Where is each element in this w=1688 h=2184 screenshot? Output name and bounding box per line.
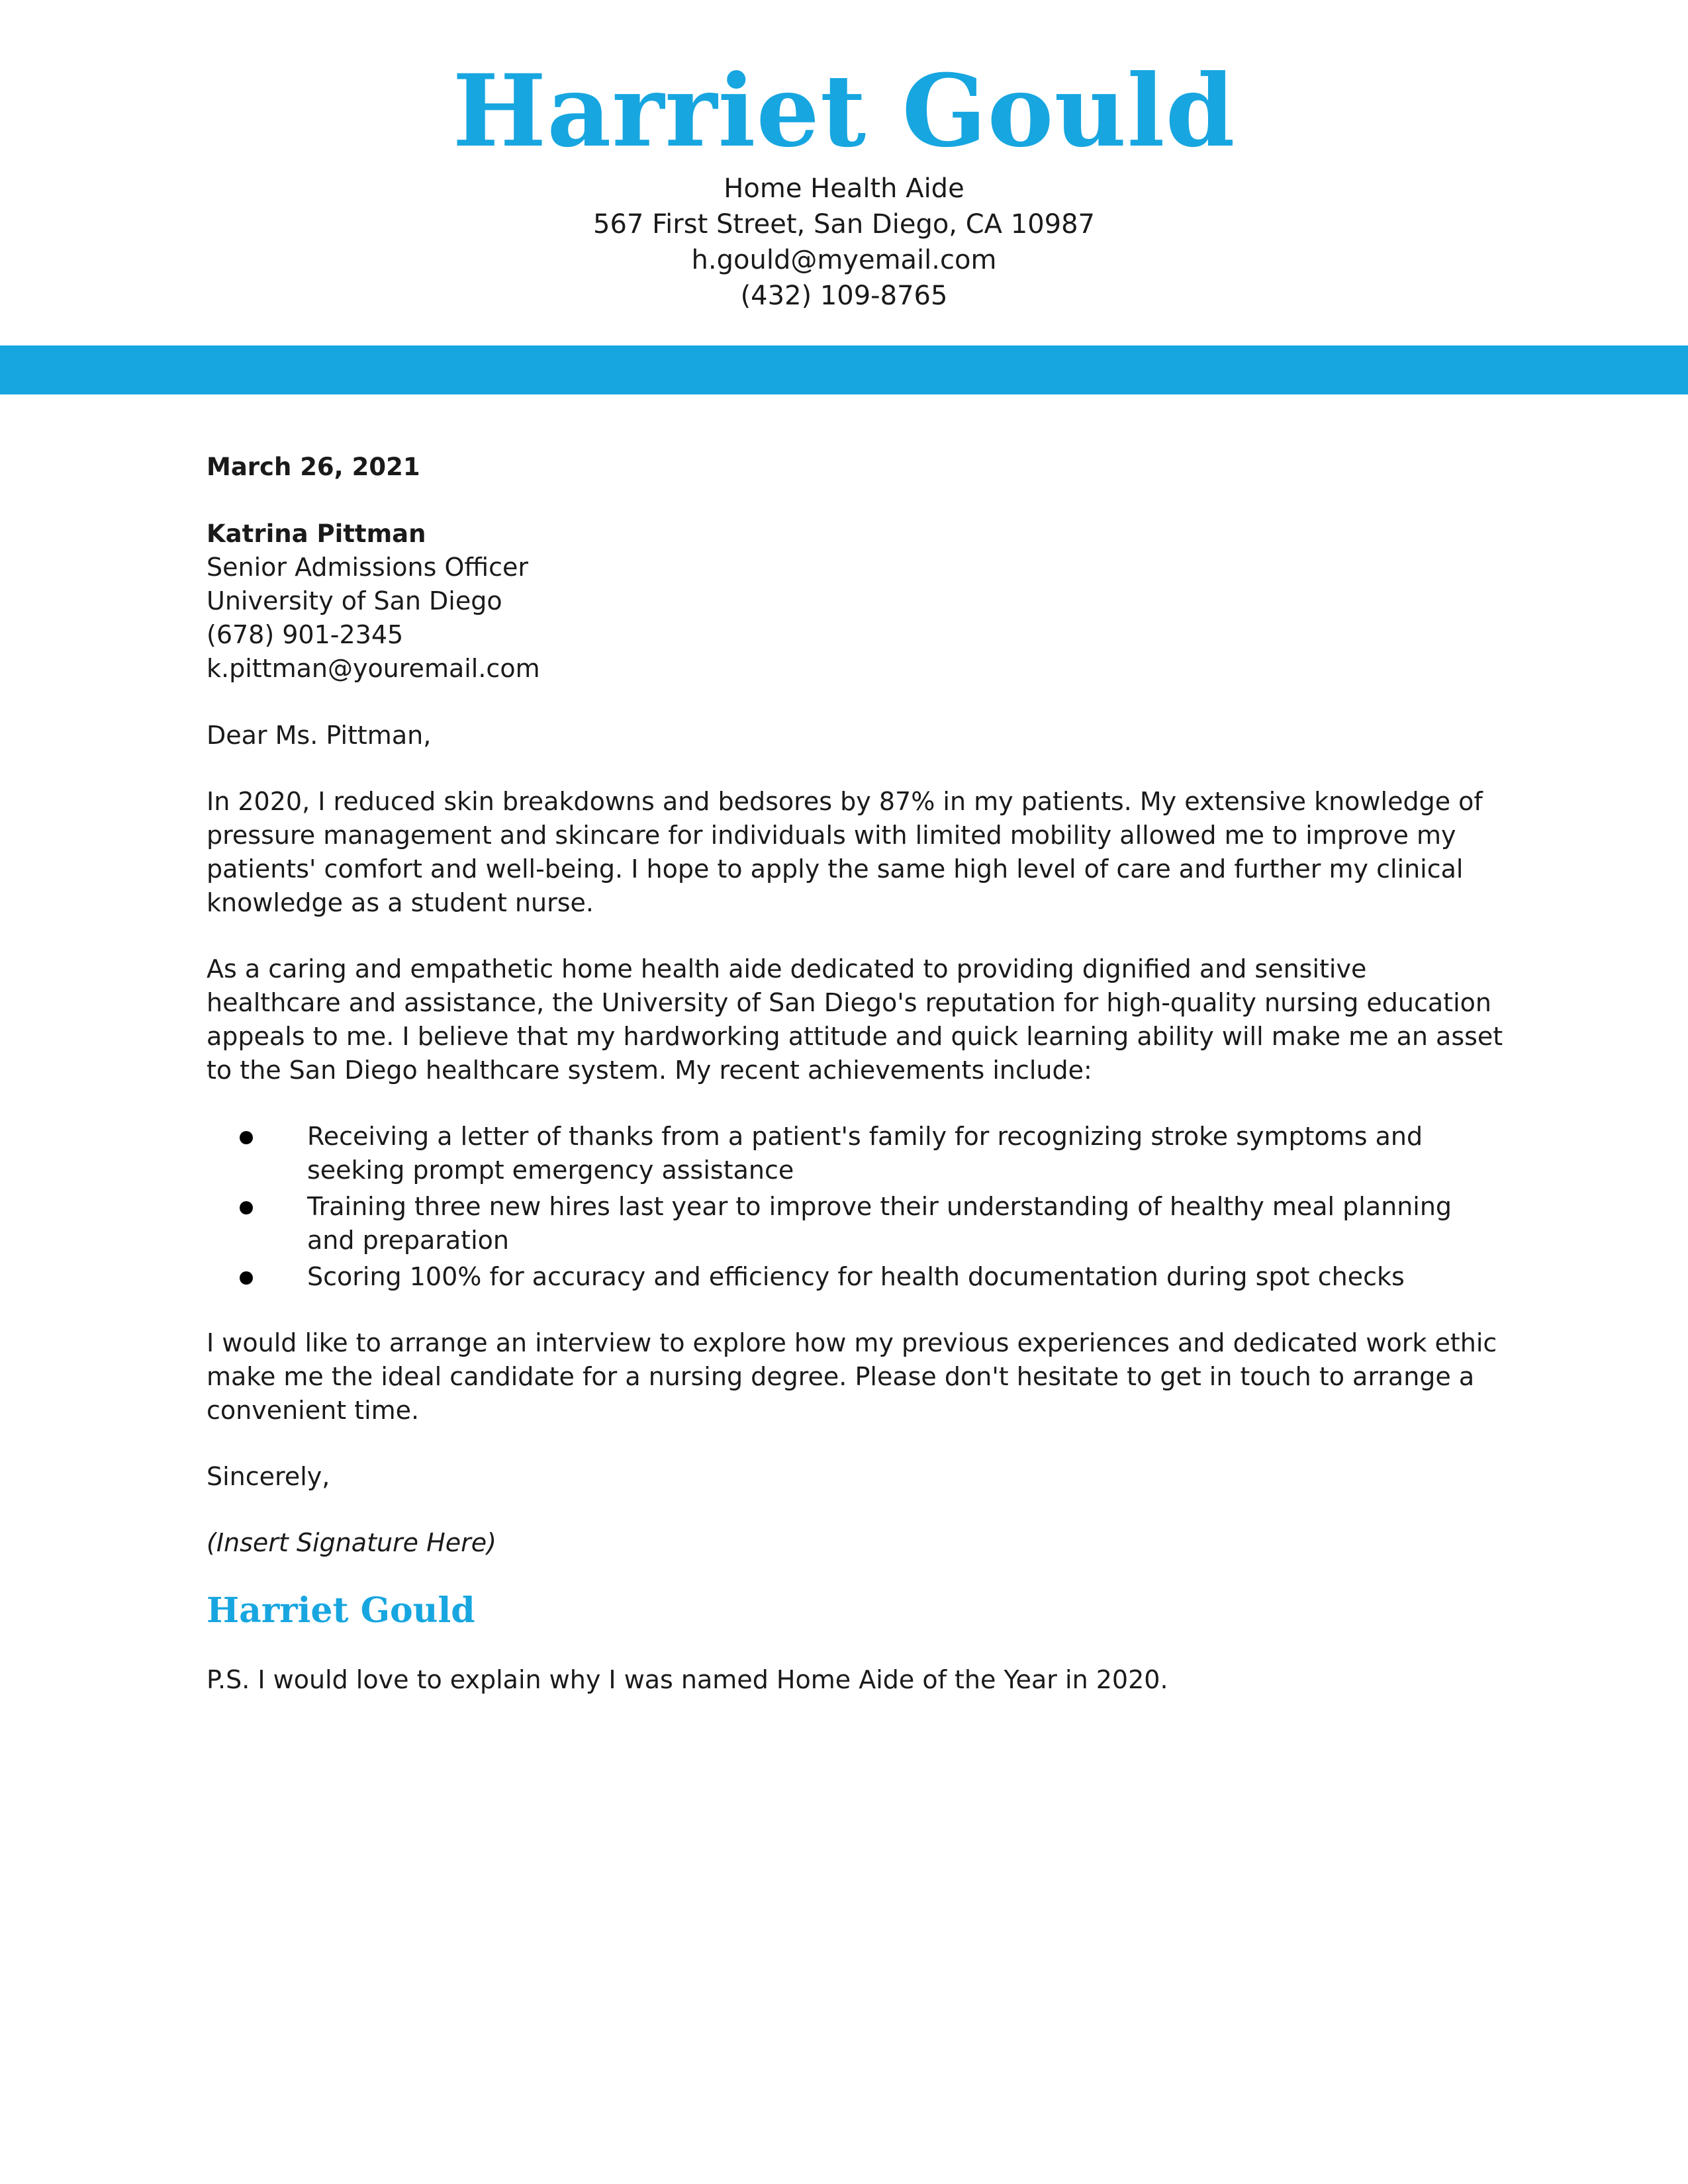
accent-band (0, 345, 1688, 394)
achievement-text: Training three new hires last year to improve their understanding of healthy meal planning and preparation (307, 1192, 1452, 1255)
applicant-contact (0, 171, 1688, 314)
recipient-email: k.pittman@youremail.com (207, 654, 540, 683)
achievement-text: Scoring 100% for accuracy and efficiency for health documentation during spot checks (307, 1262, 1405, 1291)
letter-body (207, 450, 1504, 1697)
bullet-icon (240, 1131, 253, 1144)
recipient-block (207, 517, 1504, 686)
applicant-phone: (432) 109-8765 (740, 281, 948, 311)
salutation: Dear Ms. Pittman, (207, 721, 432, 750)
signature-placeholder: (Insert Signature Here) (207, 1528, 496, 1557)
postscript: P.S. I would love to explain why I was named Home Aide of the Year in 2020. (207, 1665, 1168, 1694)
closing: Sincerely, (207, 1462, 330, 1491)
recipient-phone: (678) 901-2345 (207, 620, 404, 649)
body-paragraph: In 2020, I reduced skin breakdowns and bedsores by 87% in my patients. My extensive knowledge of pressure management and skincare for individuals with limited mobility allowed me to improve my patients' comfort and well-being. I hope to apply the same high level of care and further my clinical knowledge as a student nurse. (207, 787, 1483, 917)
achievement-item (207, 1120, 1504, 1187)
achievements-list (207, 1120, 1504, 1294)
applicant-name: Harriet Gould (452, 53, 1236, 169)
body-paragraph: I would like to arrange an interview to explore how my previous experiences and dedicated work ethic make me the ideal candidate for a nursing degree. Please don't hesitate to get in touch to arrange a convenient time. (207, 1328, 1497, 1425)
bullet-icon (240, 1271, 253, 1285)
achievement-item (207, 1260, 1504, 1294)
recipient-name: Katrina Pittman (207, 520, 426, 548)
bullet-icon (240, 1201, 253, 1214)
signature-name: Harriet Gould (207, 1590, 475, 1631)
applicant-address: 567 First Street, San Diego, CA 10987 (593, 209, 1095, 240)
body-paragraph: As a caring and empathetic home health aide dedicated to providing dignified and sensitive healthcare and assistance, the University of San Diego's reputation for high-quality nursing education appeals to me. I believe that my hardworking attitude and quick learning ability will make me an asset to the San Diego healthcare system. My recent achievements include: (207, 954, 1503, 1085)
letter-date: March 26, 2021 (207, 453, 420, 481)
recipient-title: Senior Admissions Officer (207, 553, 529, 582)
achievement-text: Receiving a letter of thanks from a patient's family for recognizing stroke symptoms and seeking prompt emergency assistance (307, 1122, 1423, 1185)
applicant-email: h.gould@myemail.com (691, 245, 997, 275)
recipient-organization: University of San Diego (207, 586, 502, 615)
achievement-item (207, 1190, 1504, 1257)
applicant-title: Home Health Aide (724, 173, 964, 204)
